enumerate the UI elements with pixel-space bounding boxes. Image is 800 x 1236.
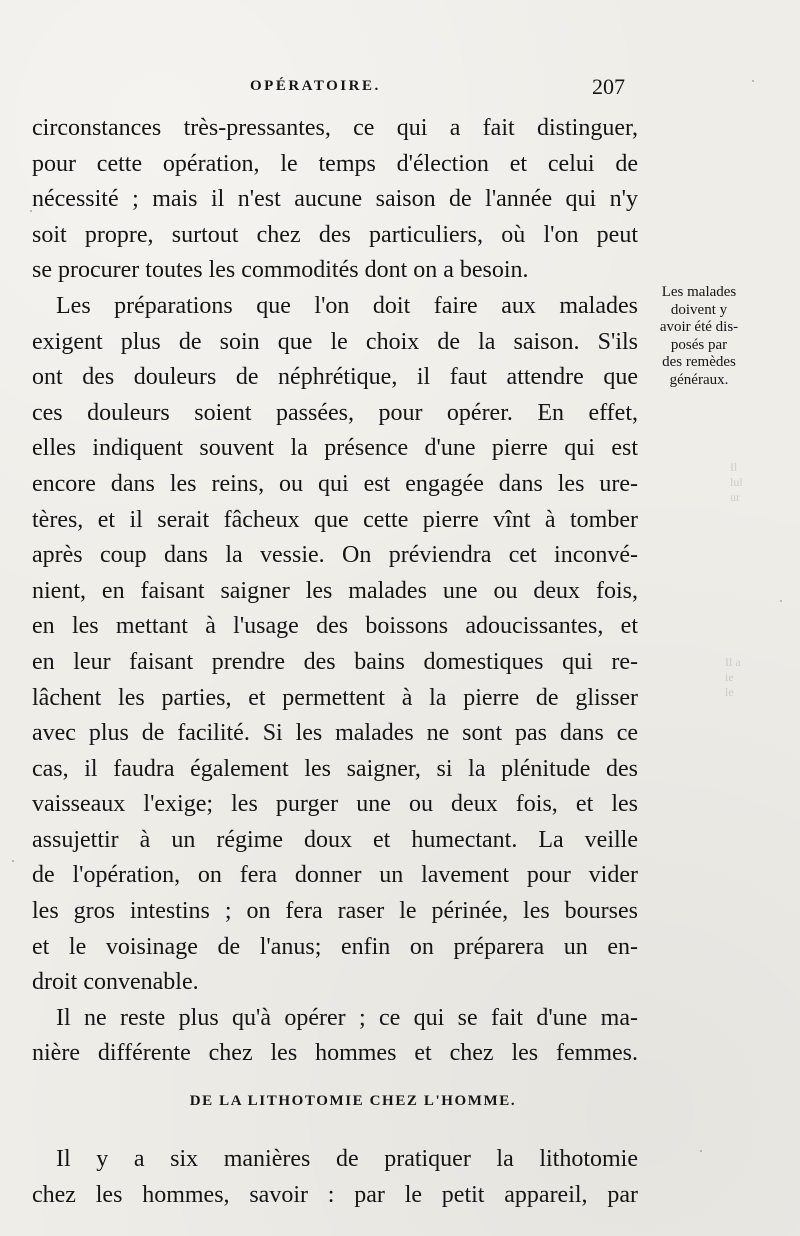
text-line: en leur faisant prendre des bains domestiques qui re-: [32, 648, 638, 675]
text-line: ces douleurs soient passées, pour opérer. En effet,: [32, 399, 638, 426]
text-line: chez les hommes, savoir : par le petit appareil, par: [32, 1181, 638, 1208]
paper-speck: [700, 1150, 702, 1152]
text-line: ont des douleurs de néphrétique, il faut attendre que: [32, 364, 638, 391]
text-line: droit convenable.: [32, 969, 199, 996]
text-line: Les préparations que l'on doit faire aux malades: [56, 292, 638, 319]
text-line: de l'opération, on fera donner un lavement pour vider: [32, 862, 638, 889]
text-line: exigent plus de soin que le choix de la saison. S'ils: [32, 328, 638, 355]
text-line: circonstances très-pressantes, ce qui a fait distinguer,: [32, 115, 638, 141]
margin-note-line: doivent y: [670, 301, 728, 318]
running-head: [0, 74, 800, 104]
text-line: et le voisinage de l'anus; enfin on préparera un en-: [32, 933, 638, 960]
show-through-text: Il a ie le: [725, 655, 741, 699]
text-line: se procurer toutes les commodités dont on a besoin.: [32, 257, 529, 284]
text-line: assujettir à un régime doux et humectant. La veille: [32, 826, 638, 853]
text-line: encore dans les reins, ou qui est engagée dans les ure-: [32, 470, 638, 497]
text-line: vaisseaux l'exige; les purger une ou deux fois, et les: [32, 791, 638, 818]
paper-speck: [12, 860, 14, 862]
margin-note-line: des remèdes: [662, 354, 736, 370]
margin-note-line: posés par: [670, 336, 728, 353]
running-title: OPÉRATOIRE.: [250, 78, 381, 94]
text-line: tères, et il serait fâcheux que cette pierre vînt à tomber: [32, 506, 638, 533]
margin-note: [640, 284, 758, 389]
text-line: en les mettant à l'usage des boissons adoucissantes, et: [32, 613, 638, 640]
text-line: nécessité ; mais il n'est aucune saison de l'année qui n'y: [32, 186, 638, 213]
text-line: pour cette opération, le temps d'élection et celui de: [32, 150, 638, 177]
text-line: nient, en faisant saigner les malades une ou deux fois,: [32, 577, 638, 604]
text-line: les gros intestins ; on fera raser le périnée, les bourses: [32, 898, 638, 925]
section-heading: DE LA LITHOTOMIE CHEZ L'HOMME.: [189, 1093, 517, 1110]
show-through-text: Il lul ur: [730, 460, 743, 504]
text-line: cas, il faudra également les saigner, si la plénitude des: [32, 755, 638, 782]
text-line: avec plus de facilité. Si les malades ne sont pas dans ce: [32, 720, 638, 747]
text-line: lâchent les parties, et permettent à la pierre de glisser: [32, 684, 638, 711]
margin-note-line: avoir été dis-: [659, 319, 739, 335]
paper-speck: [780, 600, 782, 602]
page-number: 207: [592, 74, 625, 99]
margin-note-line: généraux.: [669, 371, 729, 388]
text-line: elles indiquent souvent la présence d'une pierre qui est: [32, 435, 638, 462]
text-line: Il y a six manières de pratiquer la lithotomie: [56, 1146, 638, 1173]
text-line: soit propre, surtout chez des particuliers, où l'on peut: [32, 221, 638, 248]
margin-note-line: Les malades: [661, 284, 737, 300]
text-line: nière différente chez les hommes et chez les femmes.: [32, 1040, 638, 1067]
body-text: [32, 111, 638, 1213]
text-line: après coup dans la vessie. On préviendra cet inconvé-: [32, 542, 638, 569]
text-line: Il ne reste plus qu'à opérer ; ce qui se fait d'une ma-: [56, 1004, 638, 1031]
